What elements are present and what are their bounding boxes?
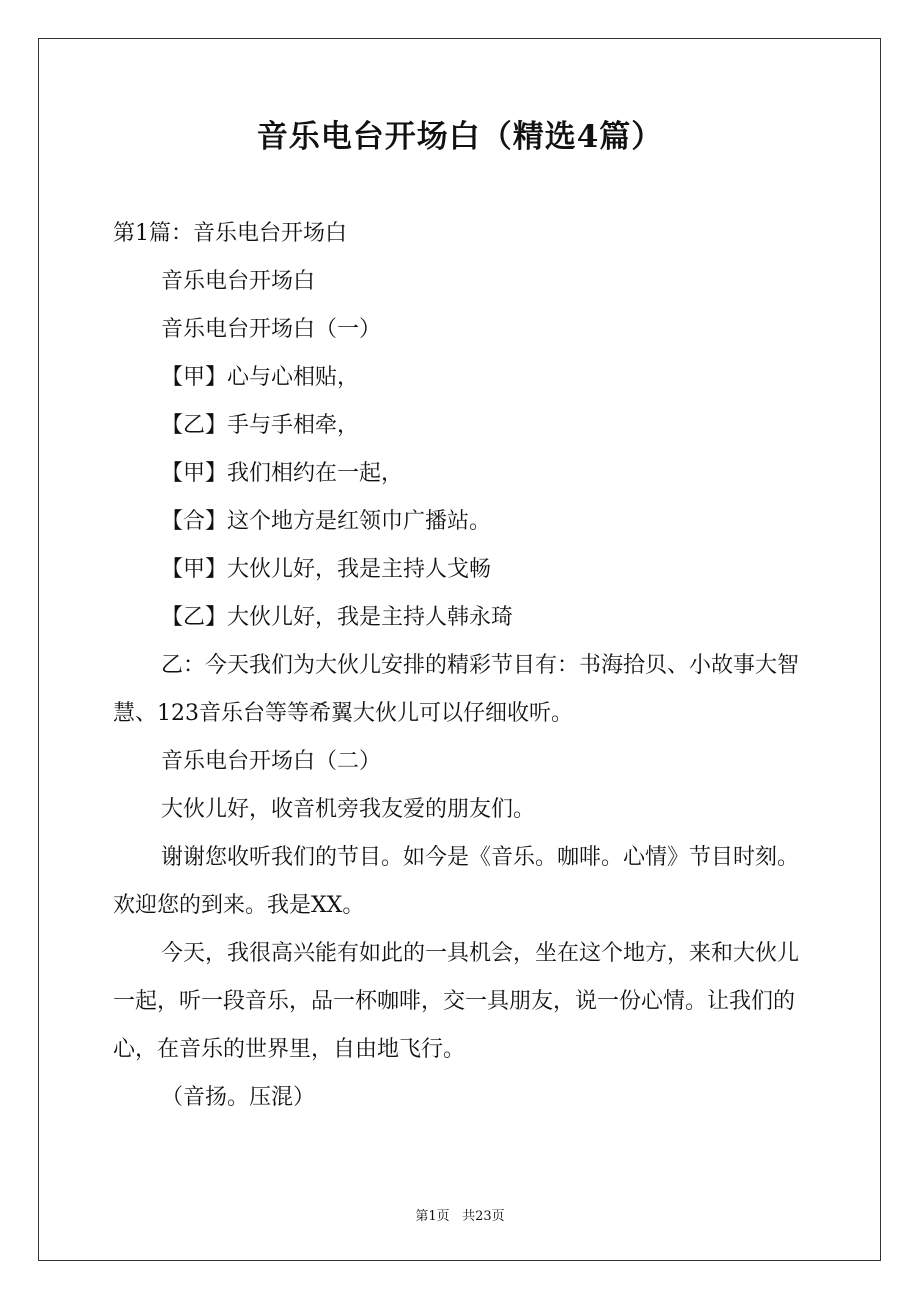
paragraph: 【甲】大伙儿好，我是主持人戈畅: [161, 557, 492, 582]
section-heading: 第1篇：音乐电台开场白: [113, 221, 347, 246]
paragraph: 音乐电台开场白: [161, 269, 316, 294]
paragraph: （音扬。压混）: [161, 1085, 316, 1110]
paragraph: 【甲】我们相约在一起，: [161, 461, 404, 486]
paragraph: 音乐电台开场白（一）: [161, 317, 382, 342]
paragraph: 【乙】手与手相牵，: [161, 413, 360, 438]
paragraph: 乙：今天我们为大伙儿安排的精彩节目有：书海拾贝、小故事大智慧、123音乐台等等希翼大伙儿可以仔细收听。: [113, 653, 800, 726]
page-number: 第1页: [415, 1209, 450, 1224]
paragraph: 今天，我很高兴能有如此的一具机会，坐在这个地方，来和大伙儿一起，听一段音乐，品一杯咖啡，交一具朋友，说一份心情。让我们的心，在音乐的世界里，自由地飞行。: [113, 941, 800, 1062]
page-total: 共23页: [462, 1209, 505, 1224]
paragraph: 【合】这个地方是红领巾广播站。: [161, 509, 492, 534]
paragraph: 【乙】大伙儿好，我是主持人韩永琦: [161, 605, 514, 630]
paragraph: 【甲】心与心相贴，: [161, 365, 360, 390]
page-footer: [0, 1208, 920, 1226]
paragraph: 大伙儿好，收音机旁我友爱的朋友们。: [161, 797, 536, 822]
document-title: 音乐电台开场白（精选4篇）: [256, 119, 664, 155]
paragraph: 谢谢您收听我们的节目。如今是《音乐。咖啡。心情》节目时刻。欢迎您的到来。我是XX。: [113, 845, 800, 918]
paragraph: 音乐电台开场白（二）: [161, 749, 382, 774]
document-body: [113, 210, 813, 1122]
